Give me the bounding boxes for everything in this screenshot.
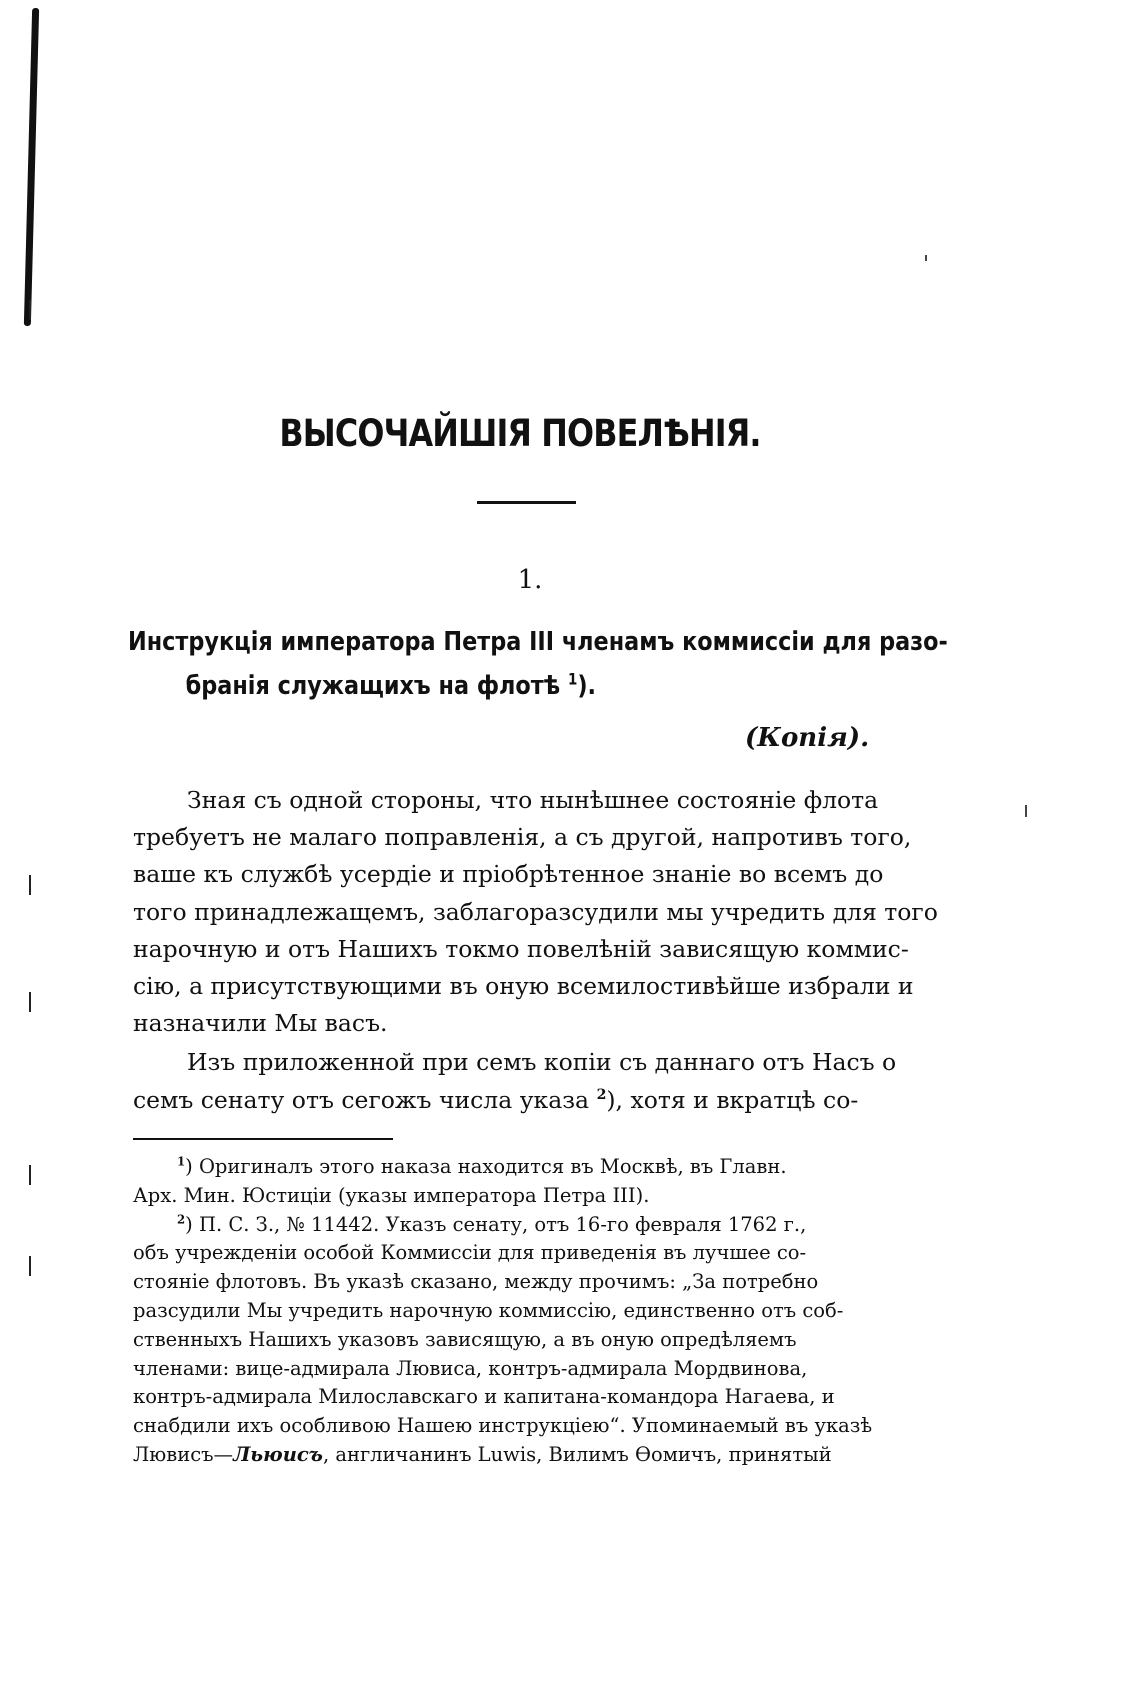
paragraph — [133, 782, 938, 1042]
footnote-line: членами: вице-адмирала Лювиса, контръ-адмирала Мордвинова, — [133, 1356, 808, 1380]
footnote-reference: 2 — [596, 1086, 607, 1103]
scan-margin-mark — [29, 875, 31, 895]
footnote-line: Арх. Мин. Юстиціи (указы императора Петра III). — [133, 1183, 650, 1207]
footnote-line — [133, 1153, 913, 1182]
footnote-text: ) П. С. З., № 11442. Указъ сенату, отъ 16-го февраля 1762 г., — [185, 1212, 807, 1236]
text-line — [133, 1082, 913, 1119]
text-line: Изъ приложенной при семъ копіи съ даннаго отъ Насъ о — [187, 1048, 897, 1077]
section-heading-text: бранія служащихъ на флотѣ — [185, 671, 561, 701]
section-heading-end: ). — [577, 671, 597, 701]
footnote-line — [133, 1211, 913, 1240]
footnote-text: ) Оригиналъ этого наказа находится въ Москвѣ, въ Главн. — [185, 1155, 787, 1178]
scan-margin-mark — [29, 1256, 31, 1276]
footnotes — [133, 1153, 913, 1470]
chapter-title: ВЫСОЧАЙШІЯ ПОВЕЛѢНІЯ. — [279, 412, 761, 455]
text-line: требуетъ не малаго поправленія, а съ другой, напротивъ того, — [133, 823, 912, 852]
text-segment: семъ сенату отъ сегожъ числа указа — [133, 1085, 590, 1114]
section-heading-line — [128, 664, 807, 708]
footnote-rule — [133, 1138, 393, 1140]
footnote-line: снабдили ихъ особливою Нашею инструкціею“. Упоминаемый въ указѣ — [133, 1414, 873, 1438]
footnote-text: , англичанинъ Luwis, Вилимъ Ѳомичъ, принятый — [322, 1442, 832, 1466]
footnote-line: ственныхъ Нашихъ указовъ зависящую, а въ оную опредѣляемъ — [133, 1327, 797, 1351]
copy-note: (Копія). — [745, 723, 870, 753]
text-line: Зная съ одной стороны, что нынѣшнее состояніе флота — [187, 786, 879, 814]
scan-margin-mark — [29, 992, 31, 1012]
text-line: того принадлежащемъ, заблагоразсудили мы учредить для того — [133, 897, 938, 926]
text-line: ваше къ службѣ усердіе и пріобрѣтенное знаніе во всемъ до — [133, 860, 884, 889]
text-line: назначили Мы васъ. — [133, 1009, 388, 1038]
text-segment: ), хотя и вкратцѣ со- — [606, 1085, 859, 1114]
footnote-mark: 1 — [177, 1154, 186, 1169]
scan-edge-shadow — [24, 8, 39, 326]
scan-margin-mark — [29, 1165, 31, 1185]
footnote-line: разсудили Мы учредить нарочную коммиссію, единственно отъ соб- — [133, 1298, 844, 1322]
section-heading-line: Инструкція императора Петра III членамъ коммиссіи для разо- — [128, 627, 948, 657]
footnote-line: контръ-адмирала Милославскаго и капитана-командора Нагаева, и — [133, 1385, 835, 1409]
footnote-italic-name: Льюисъ — [233, 1442, 323, 1466]
footnote-line: стояніе флотовъ. Въ указѣ сказано, между прочимъ: „За потребно — [133, 1270, 819, 1294]
scan-speck — [925, 255, 927, 261]
scan-margin-mark — [29, 300, 31, 320]
scan-speck — [1025, 805, 1027, 817]
footnote-line — [133, 1441, 913, 1470]
paragraph — [133, 1044, 913, 1118]
text-line: нарочную и отъ Нашихъ токмо повелѣній зависящую коммис- — [133, 934, 909, 963]
body-text — [133, 782, 938, 1119]
title-rule — [477, 501, 576, 504]
section-number: 1. — [517, 565, 543, 595]
section-heading — [128, 620, 948, 708]
footnote-mark: 2 — [177, 1212, 186, 1227]
footnote-reference: 1 — [567, 670, 578, 689]
footnote-text: Лювисъ— — [133, 1442, 234, 1466]
text-line: сію, а присутствующими въ оную всемилостивѣйше избрали и — [133, 972, 914, 1001]
footnote-line: объ учрежденіи особой Коммиссіи для приведенія въ лучшее со- — [133, 1241, 807, 1265]
